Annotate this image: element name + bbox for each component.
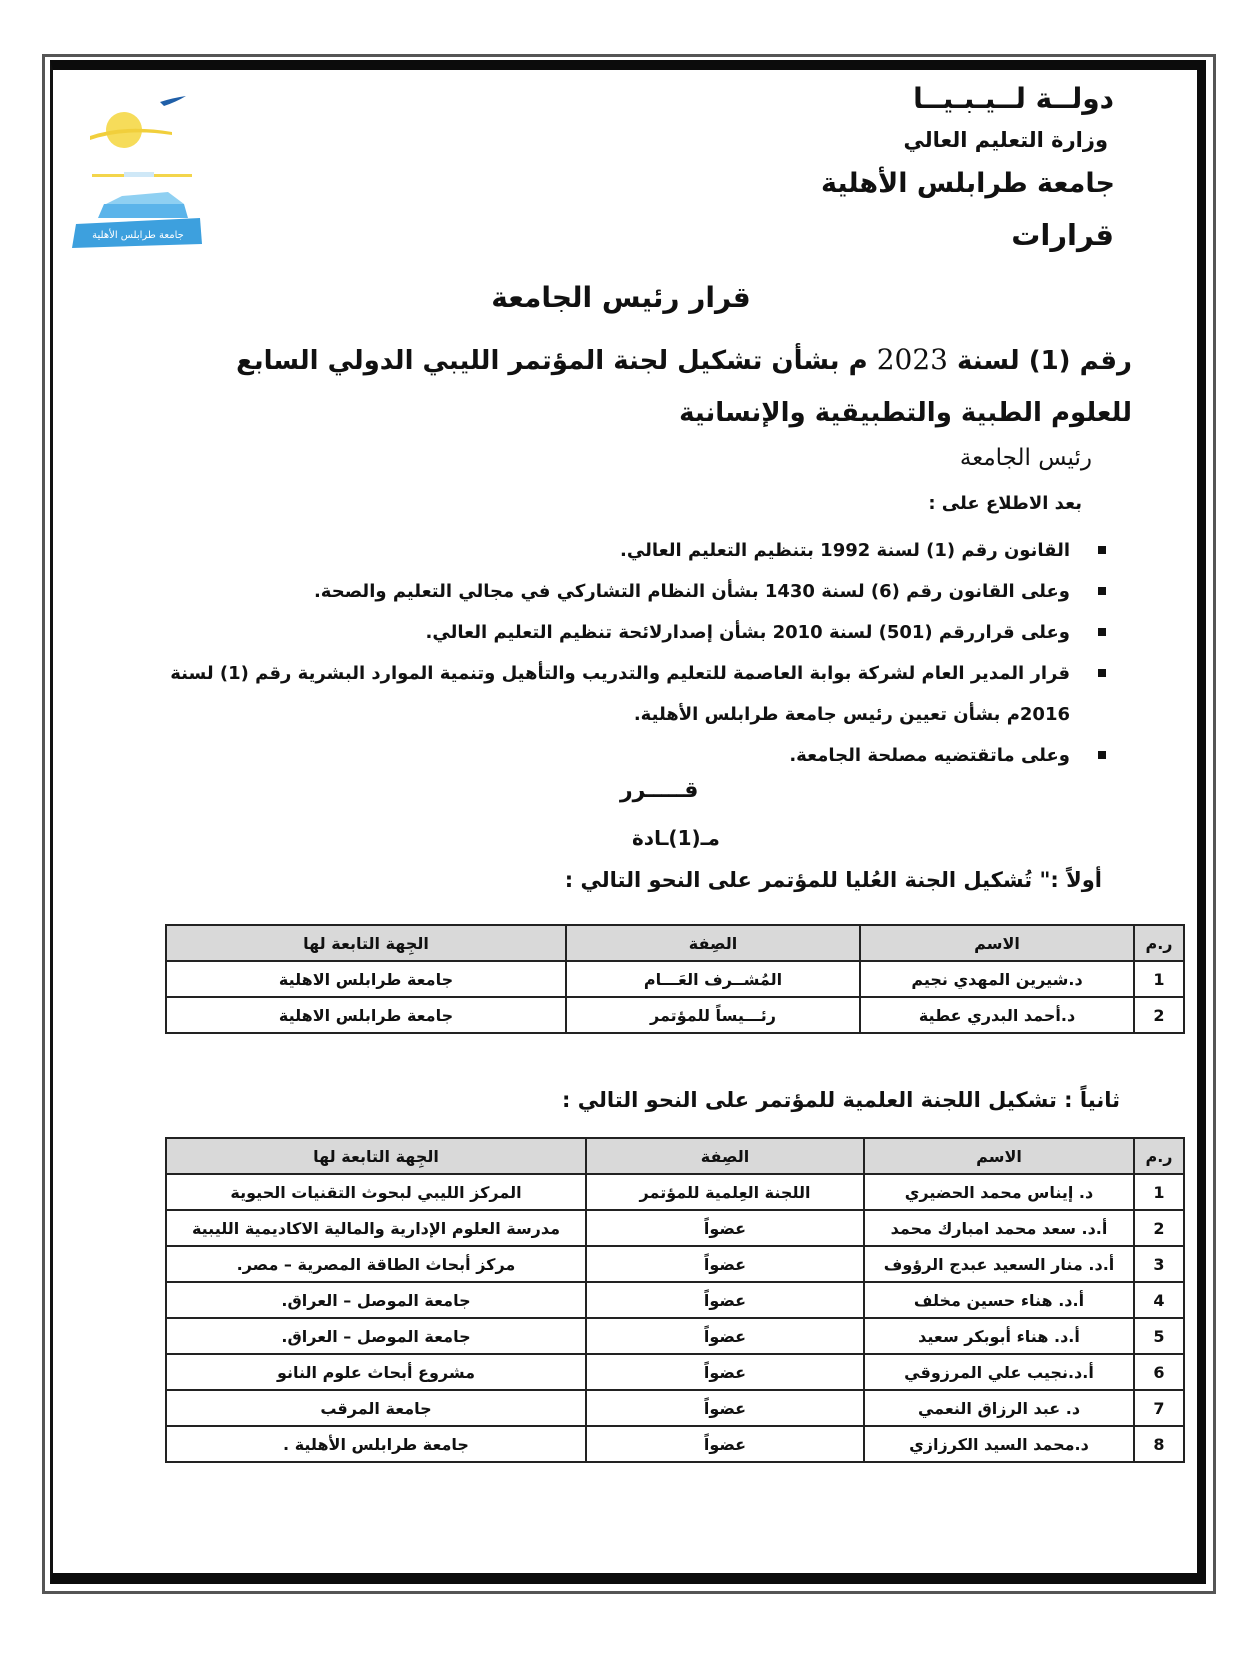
cell-affiliation: مدرسة العلوم الإدارية والمالية الاكاديمية الليبية [166,1210,586,1246]
supreme-committee-table [165,924,1185,1034]
col-header-name: الاسم [864,1138,1134,1174]
logo-text: جامعة طرابلس الأهلية [92,230,184,241]
reference-item: القانون رقم (1) لسنة 1992 بتنظيم التعليم العالي. [162,530,1112,571]
col-header-affiliation: الجِهة التابعة لها [166,925,566,961]
cell-affiliation: جامعة الموصل – العراق. [166,1318,586,1354]
cell-affiliation: جامعة طرابلس الاهلية [166,961,566,997]
table-header-row [166,1138,1184,1174]
table-row [166,1282,1184,1318]
cell-role: رئـــيساً للمؤتمر [566,997,860,1033]
cell-name: أ.د. هناء أبوبكر سعيد [864,1318,1134,1354]
table-row [166,1174,1184,1210]
cell-name: د.شيرين المهدي نجيم [860,961,1134,997]
cell-role: اللجنة العِلمية للمؤتمر [586,1174,864,1210]
cell-no: 1 [1134,961,1184,997]
ministry-name: وزارة التعليم العالي [903,128,1108,152]
col-header-name: الاسم [860,925,1134,961]
subtitle-prefix: رقم (1) لسنة [947,346,1132,376]
cell-no: 2 [1134,1210,1184,1246]
decision-title: قرار رئيس الجامعة [491,281,751,314]
cell-role: المُشــرف العَـــام [566,961,860,997]
cell-no: 6 [1134,1354,1184,1390]
reference-item: قرار المدير العام لشركة بوابة العاصمة للتعليم والتدريب والتأهيل وتنمية الموارد البشرية رقم (1) لسنة 2016م بشأن تعيين رئيس جامعة طرابلس الأهلية. [162,653,1112,735]
cell-name: أ.د.نجيب علي المرزوقي [864,1354,1134,1390]
reference-item: وعلى ماتقتضيه مصلحة الجامعة. [162,735,1112,776]
table-row [166,1246,1184,1282]
issuer-label: رئيس الجامعة [959,445,1092,471]
table-row [166,1318,1184,1354]
bullet-square-icon [1098,628,1106,636]
cell-affiliation: مركز أبحاث الطاقة المصرية – مصر. [166,1246,586,1282]
bullet-square-icon [1098,546,1106,554]
col-header-no: ر.م [1134,925,1184,961]
table-row [166,997,1184,1033]
cell-no: 7 [1134,1390,1184,1426]
cell-role: عضواً [586,1318,864,1354]
table-row [166,1390,1184,1426]
col-header-role: الصِفة [586,1138,864,1174]
col-header-role: الصِفة [566,925,860,961]
section2-heading: ثانياً : تشكيل اللجنة العلمية للمؤتمر على النحو التالي : [561,1088,1120,1112]
cell-affiliation: المركز الليبي لبحوث التقنيات الحيوية [166,1174,586,1210]
reference-item: وعلى قراررقم (501) لسنة 2010 بشأن إصدارلائحة تنظيم التعليم العالي. [162,612,1112,653]
decided-heading: قـــــرر [620,778,699,803]
bullet-square-icon [1098,669,1106,677]
cell-name: أ.د. منار السعيد عبدج الرؤوف [864,1246,1134,1282]
cell-affiliation: جامعة طرابلس الاهلية [166,997,566,1033]
country-name: دولــة لــيـبـيــا [913,82,1114,115]
cell-affiliation: مشروع أبحاث علوم النانو [166,1354,586,1390]
cell-no: 1 [1134,1174,1184,1210]
cell-name: د. إيناس محمد الحضيري [864,1174,1134,1210]
cell-name: أ.د. هناء حسين مخلف [864,1282,1134,1318]
cell-name: د.أحمد البدري عطية [860,997,1134,1033]
scientific-committee-table [165,1137,1185,1463]
cell-name: د. عبد الرزاق النعمي [864,1390,1134,1426]
decision-subtitle [202,334,1132,439]
cell-name: أ.د. سعد محمد امبارك محمد [864,1210,1134,1246]
cell-no: 2 [1134,997,1184,1033]
section-label: قرارات [1011,218,1114,252]
university-logo-icon [72,88,212,248]
table-row [166,1210,1184,1246]
table-header-row [166,925,1184,961]
cell-role: عضواً [586,1354,864,1390]
subtitle-year: 2023 [876,343,948,376]
preamble: بعد الاطلاع على : [928,493,1082,514]
bullet-square-icon [1098,587,1106,595]
col-header-affiliation: الجِهة التابعة لها [166,1138,586,1174]
cell-no: 8 [1134,1426,1184,1462]
cell-affiliation: جامعة المرقب [166,1390,586,1426]
cell-name: د.محمد السيد الكرزازي [864,1426,1134,1462]
cell-role: عضواً [586,1426,864,1462]
cell-no: 3 [1134,1246,1184,1282]
cell-no: 4 [1134,1282,1184,1318]
cell-no: 5 [1134,1318,1184,1354]
col-header-no: ر.م [1134,1138,1184,1174]
university-name: جامعة طرابلس الأهلية [820,168,1115,199]
section1-heading: أولاً :" تُشكيل الجنة العُليا للمؤتمر على النحو التالي : [564,868,1102,892]
bullet-square-icon [1098,751,1106,759]
table-row [166,1354,1184,1390]
cell-affiliation: جامعة الموصل – العراق. [166,1282,586,1318]
references-list [162,530,1112,776]
cell-role: عضواً [586,1282,864,1318]
cell-role: عضواً [586,1246,864,1282]
reference-item: وعلى القانون رقم (6) لسنة 1430 بشأن النظام التشاركي في مجالي التعليم والصحة. [162,571,1112,612]
cell-role: عضواً [586,1390,864,1426]
cell-affiliation: جامعة طرابلس الأهلية . [166,1426,586,1462]
cell-role: عضواً [586,1210,864,1246]
article-heading: مـ(1)ـادة [632,826,720,850]
table-row [166,961,1184,997]
subtitle-rest: م بشأن تشكيل لجنة المؤتمر الليبي الدولي السابع للعلوم الطبية والتطبيقية والإنسانية [236,346,1132,428]
table-row [166,1426,1184,1462]
